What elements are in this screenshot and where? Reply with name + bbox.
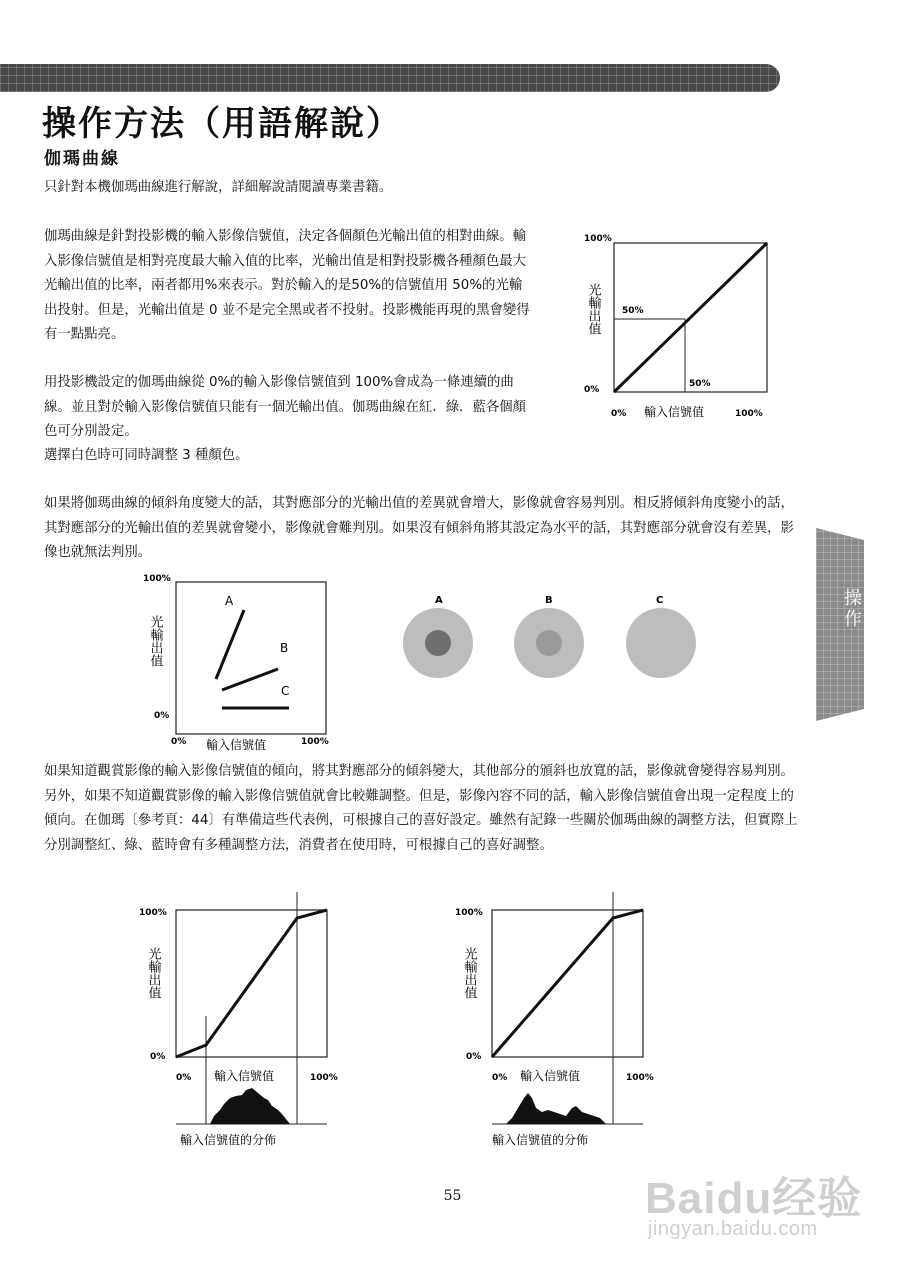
plot-frame	[492, 910, 643, 1057]
y-max-label: 100%	[584, 234, 612, 244]
y-min-label: 0%	[150, 1052, 166, 1062]
x-axis-title: 輸入信號值	[520, 1069, 581, 1083]
slope-label-b: B	[280, 641, 289, 655]
y-axis-title: 光輸出值	[145, 947, 161, 999]
gamma-line	[614, 243, 767, 392]
watermark-url: jingyan.baidu.com	[648, 1218, 818, 1240]
paragraph-2b: 選擇白色時可同時調整 3 種顏色。	[44, 448, 249, 463]
circle-a-inner	[425, 630, 451, 656]
distribution-label: 輸入信號值的分佈	[492, 1133, 589, 1147]
y-max-label: 100%	[143, 574, 171, 584]
mid-x-label: 50%	[689, 379, 711, 389]
gamma-line	[176, 910, 327, 1057]
page-title: 操作方法（用語解說）	[42, 104, 402, 144]
slope-label-a: A	[225, 594, 234, 608]
distribution-label: 輸入信號值的分佈	[180, 1133, 277, 1147]
y-max-label: 100%	[139, 908, 167, 918]
paragraph-2: 用投影機設定的伽瑪曲線從 0%的輸入影像信號值到 100%會成為一條連續的曲線。並且對於輸入影像信號值只能有一個光輸出值。伽瑪曲線在紅．綠．藍各個顏色可分別設定。	[44, 375, 527, 439]
watermark-logo: Baidu经验	[645, 1174, 863, 1223]
slope-label-c: C	[281, 684, 290, 698]
side-tab-label: 操作	[841, 588, 862, 630]
x-axis-title: 輸入信號值	[206, 738, 267, 752]
x-min-label: 0%	[176, 1073, 192, 1083]
x-max-label: 100%	[626, 1073, 654, 1083]
gamma-line	[492, 910, 643, 1057]
y-axis-title: 光輸出值	[147, 615, 163, 667]
page-number: 55	[443, 1188, 462, 1204]
y-min-label: 0%	[154, 711, 170, 721]
circle-label-c: C	[656, 595, 664, 606]
y-axis-title: 光輸出值	[461, 947, 477, 999]
contrast-circles	[398, 588, 708, 684]
x-min-label: 0%	[611, 409, 627, 419]
x-axis-title: 輸入信號值	[214, 1069, 275, 1083]
slope-line-b	[222, 669, 278, 690]
y-axis-title: 光輸出值	[585, 283, 601, 335]
y-min-label: 0%	[466, 1052, 482, 1062]
x-min-label: 0%	[171, 737, 187, 747]
circle-label-b: B	[545, 595, 553, 606]
plot-frame	[176, 582, 326, 734]
gamma-chart-adjusted-1	[138, 892, 378, 1154]
circle-b-inner	[536, 630, 562, 656]
x-max-label: 100%	[310, 1073, 338, 1083]
histogram-1	[210, 1088, 290, 1124]
y-max-label: 100%	[455, 908, 483, 918]
circle-label-a: A	[435, 595, 443, 606]
x-min-label: 0%	[492, 1073, 508, 1083]
paragraph-3: 如果將伽瑪曲線的傾斜角度變大的話，其對應部分的光輸出值的差異就會增大，影像就會容易判別。相反將傾斜角度變小的話，其對應部分的光輸出值的差異就會變小，影像就會難判別。如果沒有傾斜角將其設定為水平的話，其對應部分就會沒有差異，影像也就無法判別。	[44, 496, 794, 560]
slope-line-a	[216, 610, 244, 679]
section-title: 伽瑪曲線	[44, 149, 120, 169]
header-bar	[0, 64, 780, 92]
x-axis-title: 輸入信號值	[644, 405, 705, 419]
paragraph-1: 伽瑪曲線是針對投影機的輸入影像信號值，決定各個顏色光輸出值的相對曲線。輸入影像信號值是相對亮度最大輸入值的比率，光輸出值是相對投影機各種顏色最大光輸出值的比率，兩者都用%來表示。對於輸入的是50%的信號值用 50%的光輸出投射。但是，光輸出值是 0 並不是完全黑或者不投射。投影機能再現的黑會變得有一點點亮。	[44, 229, 530, 342]
gamma-chart-basic	[578, 226, 778, 426]
histogram-2	[506, 1093, 606, 1124]
y-min-label: 0%	[584, 385, 600, 395]
x-max-label: 100%	[735, 409, 763, 419]
paragraph-4: 如果知道觀賞影像的輸入影像信號值的傾向，將其對應部分的傾斜變大，其他部分的頒斜也放寬的話，影像就會變得容易判別。另外，如果不知道觀賞影像的輸入影像信號值就會比較難調整。但是，影像內容不同的話，輸入影像信號值會出現一定程度上的傾向。在伽瑪〔參考頁：44〕有準備這些代表例，可根據自己的喜好設定。雖然有記錄一些關於伽瑪曲線的調整方法，但實際上分別調整紅、綠、藍時會有多種調整方法，消費者在使用時，可根據自己的喜好調整。	[44, 764, 798, 853]
circle-c-outer	[626, 608, 696, 678]
gamma-chart-slopes	[138, 568, 338, 756]
x-max-label: 100%	[301, 737, 329, 747]
mid-y-label: 50%	[622, 306, 644, 316]
intro-text: 只針對本機伽瑪曲線進行解說，詳細解說請閱讀專業書籍。	[44, 180, 393, 195]
gamma-chart-adjusted-2	[454, 892, 694, 1154]
